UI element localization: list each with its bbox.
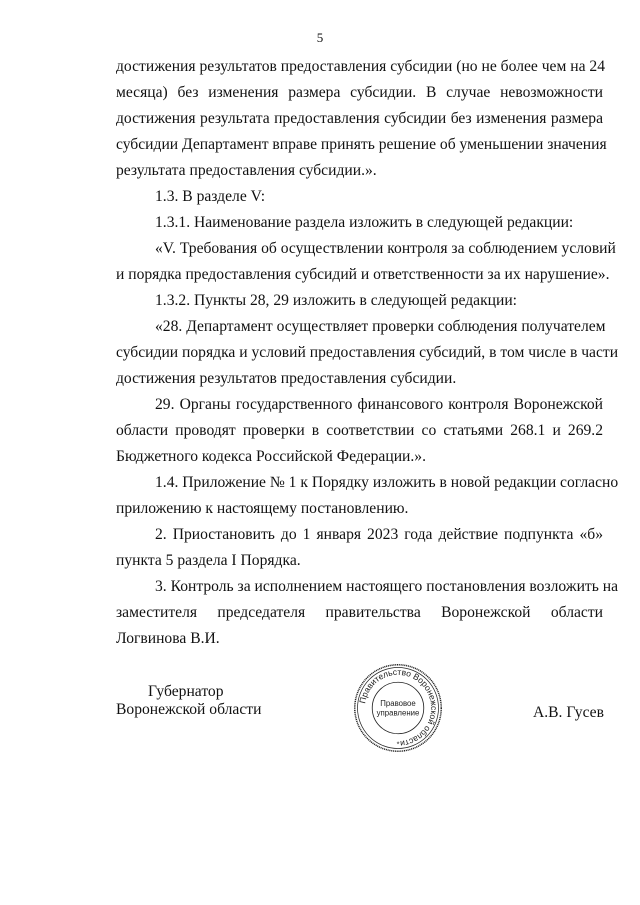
text-line: 2. Приостановить до 1 января 2023 года действие подпункта «б» (155, 526, 603, 543)
text-line: достижения результатов предоставления субсидии. (116, 370, 457, 387)
stamp-ring-text: Правительство Воронежской области (357, 666, 440, 750)
official-stamp (352, 662, 444, 754)
text-line: месяца) без изменения размера субсидии. В случае невозможности (116, 84, 603, 101)
text-line: 1.3.2. Пункты 28, 29 изложить в следующей редакции: (155, 292, 518, 309)
page-number: 5 (316, 30, 324, 45)
text-line: области проводят проверки в соответствии со статьями 268.1 и 269.2 (116, 422, 603, 439)
text-line: 1.3. В разделе V: (155, 188, 266, 205)
text-line: 1.4. Приложение № 1 к Порядку изложить в новой редакции согласно (155, 474, 619, 491)
text-line: Бюджетного кодекса Российской Федерации.». (116, 448, 426, 465)
text-line: пункта 5 раздела I Порядка. (116, 552, 301, 569)
text-line: 1.3.1. Наименование раздела изложить в следующей редакции: (155, 214, 574, 231)
text-line: и порядка предоставления субсидий и ответственности за их нарушение». (116, 266, 610, 283)
signer-name: А.В. Гусев (533, 704, 604, 721)
text-line: достижения результата предоставления субсидии без изменения размера (116, 110, 603, 127)
signer-organization: Воронежской области (116, 701, 262, 718)
text-line: «28. Департамент осуществляет проверки соблюдения получателем (155, 318, 606, 335)
text-line: заместителя председателя правительства Воронежской области (116, 604, 603, 621)
stamp-center-line1: Правовое (380, 699, 416, 709)
text-line: «V. Требования об осуществлении контроля за соблюдением условий (155, 240, 616, 257)
signer-title: Губернатор (148, 683, 224, 700)
text-line: Логвинова В.И. (116, 630, 220, 647)
text-line: приложению к настоящему постановлению. (116, 500, 409, 517)
text-line: субсидии порядка и условий предоставления субсидий, в том числе в части (116, 344, 619, 361)
text-line: 29. Органы государственного финансового контроля Воронежской (155, 396, 603, 413)
text-line: 3. Контроль за исполнением настоящего постановления возложить на (155, 578, 619, 595)
text-line: достижения результатов предоставления субсидии (но не более чем на 24 (116, 58, 606, 75)
text-line: результата предоставления субсидии.». (116, 162, 377, 179)
stamp-center-line2: управление (376, 708, 420, 718)
text-line: субсидии Департамент вправе принять решение об уменьшении значения (116, 136, 607, 153)
stamp-star: * (396, 739, 400, 749)
